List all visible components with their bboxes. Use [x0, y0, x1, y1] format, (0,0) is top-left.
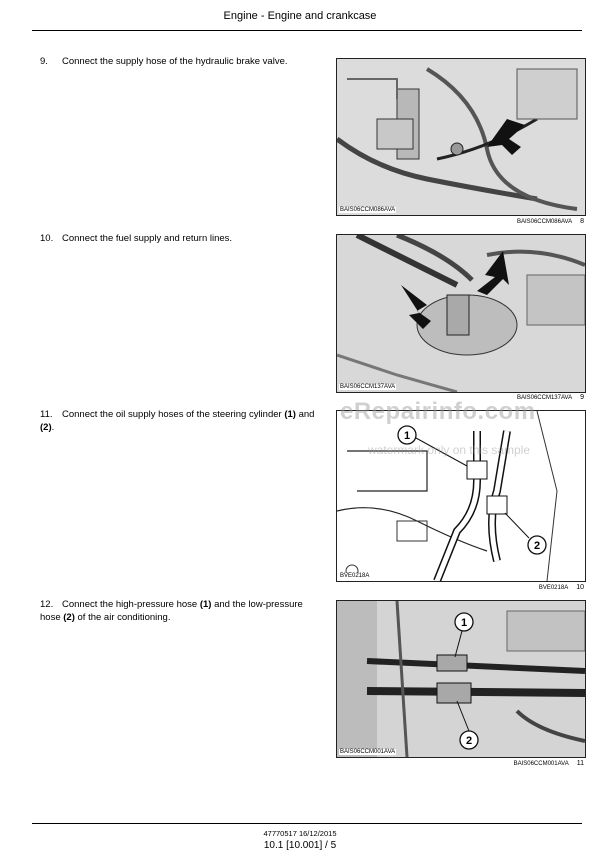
ac-hoses-illustration	[337, 601, 585, 757]
step-text: Connect the fuel supply and return lines.	[62, 233, 233, 244]
brake-valve-illustration	[337, 59, 585, 215]
steering-hoses-drawing	[337, 411, 585, 581]
figure-10-caption	[539, 584, 584, 591]
step-text: and the low-pressure hose	[40, 599, 303, 623]
callout-ref-2: (2)	[63, 611, 75, 623]
step-number: 9.	[40, 56, 48, 67]
callout-2: 2	[465, 735, 473, 747]
figure-8-caption	[517, 218, 584, 225]
image-code: BVE0218A	[340, 573, 370, 579]
caption-code: BAIS06CCM001AVA	[513, 761, 569, 767]
figure-9-photo	[336, 234, 586, 393]
image-code: BAIS06CCM137AVA	[340, 384, 396, 390]
caption-code: BAIS06CCM086AVA	[516, 219, 573, 225]
callout-2: 2	[533, 540, 541, 552]
callout-ref-2: (2)	[40, 421, 52, 433]
callout-ref-1: (1)	[284, 409, 296, 420]
step-number: 11.	[40, 409, 53, 420]
step-text: of the air conditioning.	[74, 611, 171, 623]
image-code: BAIS06CCM001AVA	[340, 749, 396, 755]
figure-10-drawing	[336, 410, 586, 582]
page-number: 10.1 [10.001] / 5	[263, 840, 337, 851]
header-divider	[32, 30, 582, 31]
step-10	[40, 233, 320, 246]
figure-number: 8	[580, 218, 584, 225]
caption-code: BVE0218A	[538, 585, 569, 591]
figure-number: 11	[576, 760, 584, 767]
callout-1: 1	[460, 617, 468, 629]
step-number: 12.	[40, 599, 54, 610]
step-text: .	[51, 421, 55, 433]
step-text: and	[295, 409, 315, 420]
figure-number: 10	[576, 584, 584, 591]
step-9	[40, 56, 320, 69]
watermark: eRepairinfo.com	[340, 398, 536, 425]
page-header: Engine - Engine and crankcase	[223, 10, 377, 22]
document-reference: 47770517 16/12/2015	[263, 829, 337, 838]
watermark-subtext: watermark only on this sample	[368, 443, 531, 457]
step-text: Connect the supply hose of the hydraulic brake valve.	[62, 56, 288, 67]
figure-8-photo	[336, 58, 586, 216]
callout-1: 1	[403, 430, 411, 442]
figure-11-caption	[514, 760, 584, 767]
image-code: BAIS06CCM086AVA	[340, 207, 396, 213]
figure-11-photo	[336, 600, 586, 758]
callout-ref-1: (1)	[199, 599, 212, 610]
figure-number: 9	[580, 394, 584, 401]
footer-divider	[32, 823, 582, 824]
step-11	[40, 409, 320, 434]
step-number: 10.	[40, 233, 54, 244]
fuel-lines-illustration	[337, 235, 585, 392]
step-text: Connect the high-pressure hose	[62, 599, 200, 610]
step-text: Connect the oil supply hoses of the steering cylinder	[62, 409, 285, 420]
step-12	[40, 599, 320, 624]
caption-code: BAIS06CCM137AVA	[516, 395, 573, 401]
